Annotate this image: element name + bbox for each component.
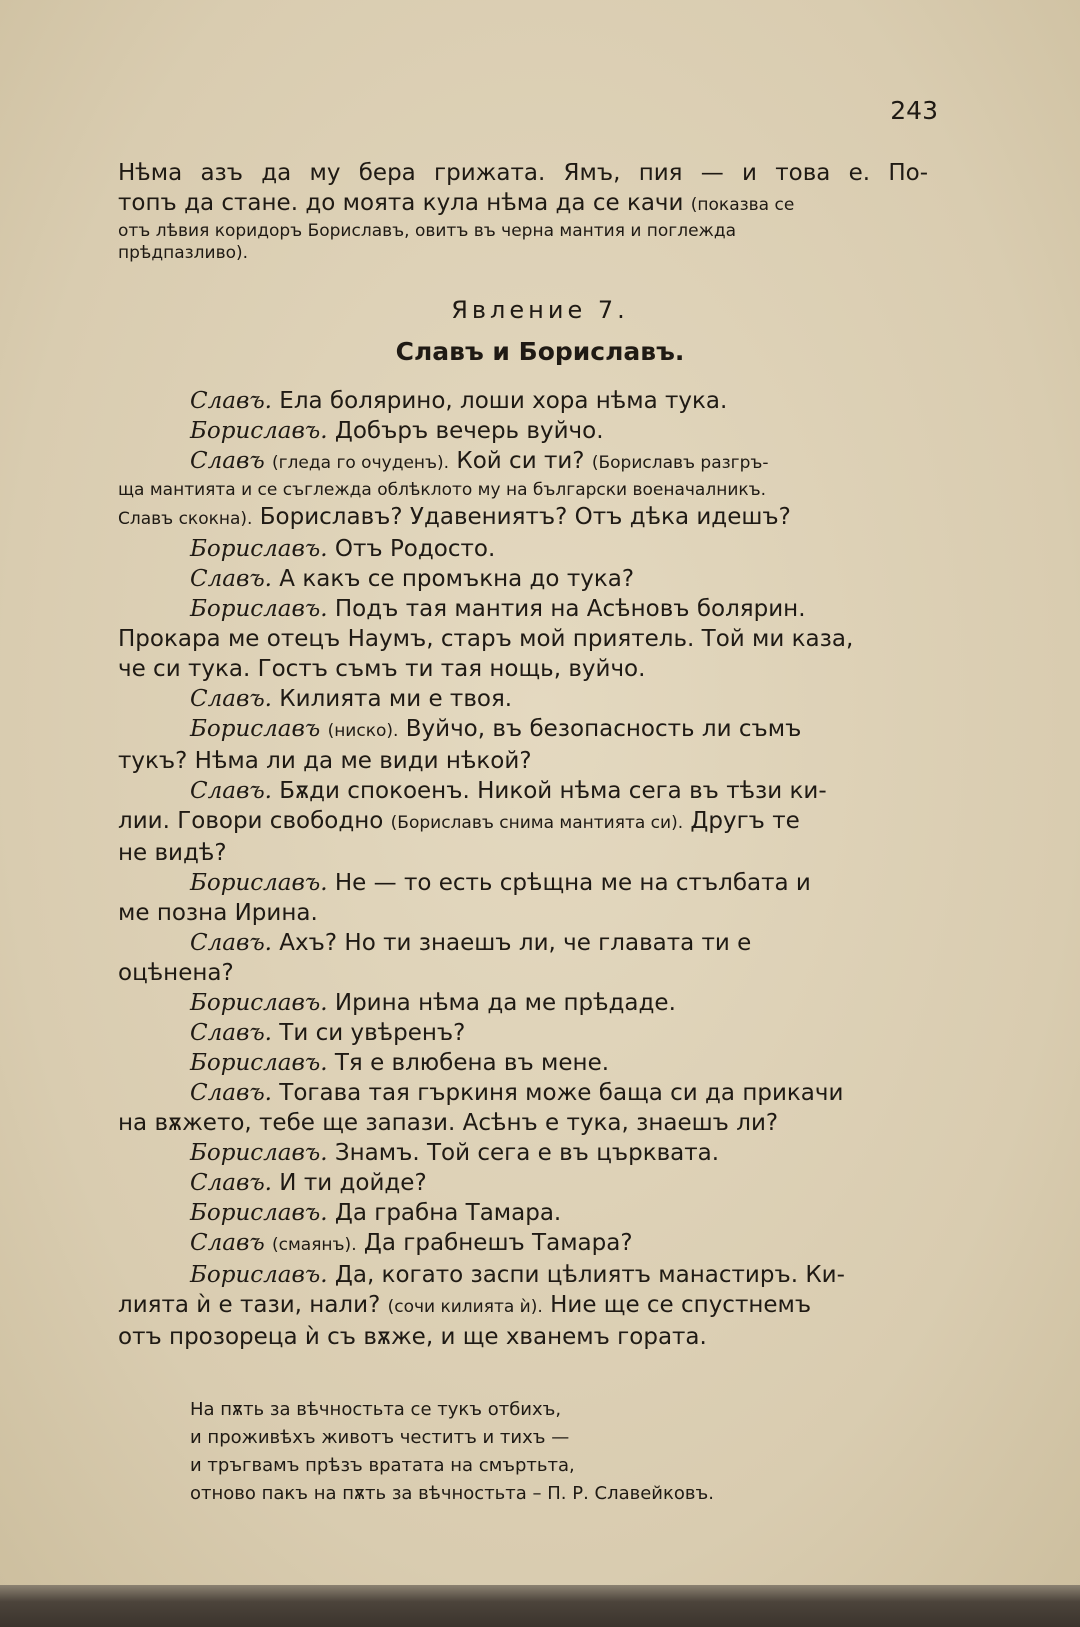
speaker: Бориславъ. <box>190 990 328 1016</box>
dialogue-line: ме позна Ирина. <box>118 900 318 926</box>
verse-line: На пѫть за вѣчностьта се тукъ отбихъ, <box>190 1399 562 1420</box>
dialogue-line: отъ прозореца ѝ съ вѫже, и ще хванемъ гората. <box>118 1324 707 1350</box>
speaker: Славъ. <box>190 1080 272 1106</box>
dialogue-line: Бориславъ. Отъ Родосто. <box>190 536 496 562</box>
speaker: Славъ. <box>190 1020 272 1046</box>
speaker: Бориславъ. <box>190 1262 328 1288</box>
speaker: Бориславъ. <box>190 870 328 896</box>
dialogue-line: лии. Говори свободно (Бориславъ снима мантията си). Другъ те <box>118 808 800 834</box>
speaker: Славъ <box>190 448 265 474</box>
dialogue-line: Бориславъ. Добъръ вечерь вуйчо. <box>190 418 604 444</box>
dialogue-line: Бориславъ. Тя е влюбена въ мене. <box>190 1050 610 1076</box>
dialogue-line: Бориславъ. Ирина нѣма да ме прѣдаде. <box>190 990 676 1016</box>
dialogue-line: Славъ. А какъ се промъкна до тука? <box>190 566 635 592</box>
intro-paragraph <box>118 158 928 264</box>
speaker: Бориславъ. <box>190 1050 328 1076</box>
speaker: Славъ. <box>190 930 272 956</box>
dialogue-line: Бориславъ. Знамъ. Той сега е въ църквата. <box>190 1140 720 1166</box>
stage-direction: отъ лѣвия коридоръ Бориславъ, овитъ въ черна мантия и поглежда <box>118 221 737 241</box>
verse-line: и тръгвамъ прѣзъ вратата на смъртьта, <box>190 1455 575 1476</box>
dialogue <box>118 386 928 1352</box>
dialogue-line: Славъ скокна). Бориславъ? Удавениятъ? Отъ дѣка идешъ? <box>118 504 791 530</box>
dialogue-line: не видѣ? <box>118 840 227 866</box>
dialogue-line: Славъ. Бѫди спокоенъ. Никой нѣма сега въ тѣзи ки- <box>190 778 827 804</box>
dialogue-line: Бориславъ. Да, когато заспи цѣлиятъ манастиръ. Ки- <box>190 1262 845 1288</box>
dialogue-line: Бориславъ. Не — то есть срѣщна ме на стълбата и <box>190 870 811 896</box>
stage-direction: прѣдпазливо). <box>118 243 249 263</box>
speaker: Славъ. <box>190 686 272 712</box>
page-number: 243 <box>890 96 938 125</box>
page-edge-shadow <box>0 1585 1080 1627</box>
dialogue-line: Славъ. Тогава тая гъркиня може баща си да прикачи <box>190 1080 844 1106</box>
dialogue-line: на вѫжето, тебе ще запази. Асѣнъ е тука, знаешъ ли? <box>118 1110 779 1136</box>
speaker: Славъ. <box>190 388 272 414</box>
stage-direction: ща мантията и се съглежда облѣклото му на български военачалникъ. <box>118 480 767 500</box>
dialogue-line: лията ѝ е тази, нали? (сочи килията ѝ). Ние ще се спустнемъ <box>118 1292 812 1318</box>
dialogue-line: Прокара ме отецъ Наумъ, старъ мой приятель. Той ми каза, <box>118 626 854 652</box>
dialogue-line: Бориславъ (ниско). Вуйчо, въ безопасность ли съмъ <box>190 716 802 742</box>
speaker: Бориславъ. <box>190 596 328 622</box>
dialogue-line: Славъ. Килията ми е твоя. <box>190 686 513 712</box>
dialogue-line: Славъ. Ти си увѣренъ? <box>190 1020 466 1046</box>
speaker: Бориславъ. <box>190 1200 328 1226</box>
verse-quote <box>190 1396 890 1508</box>
dialogue-line: Славъ. Ахъ? Но ти знаешъ ли, че главата ти е <box>190 930 752 956</box>
dialogue-line: Славъ. И ти дойде? <box>190 1170 427 1196</box>
dialogue-line: Бориславъ. Подъ тая мантия на Асѣновъ болярин. <box>190 596 806 622</box>
verse-line: отново пакъ на пѫть за вѣчностьта – П. Р. Славейковъ. <box>190 1483 714 1504</box>
dialogue-line: Бориславъ. Да грабна Тамара. <box>190 1200 562 1226</box>
speaker: Славъ <box>190 1230 265 1256</box>
speaker: Славъ. <box>190 778 272 804</box>
dialogue-line: Славъ (смаянъ). Да грабнешъ Тамара? <box>190 1230 633 1256</box>
speaker: Бориславъ. <box>190 1140 328 1166</box>
speaker: Бориславъ. <box>190 536 328 562</box>
speaker: Бориславъ. <box>190 418 328 444</box>
intro-line-1: Нѣма азъ да му бера грижата. Ямъ, пия — и това е. По- <box>118 160 928 186</box>
speaker: Бориславъ <box>190 716 321 742</box>
dialogue-line: тукъ? Нѣма ли да ме види нѣкой? <box>118 748 532 774</box>
intro-line-2: топъ да стане. до моята кула нѣма да се качи (показва се <box>118 190 795 216</box>
scene-subtitle: Славъ и Бориславъ. <box>395 337 685 366</box>
dialogue-line: че си тука. Гостъ съмъ ти тая нощь, вуйчо. <box>118 656 646 682</box>
scene-title: Явление 7. <box>451 296 629 324</box>
speaker: Славъ. <box>190 1170 272 1196</box>
speaker: Славъ. <box>190 566 272 592</box>
verse-line: и проживѣхъ животъ честитъ и тихъ — <box>190 1427 570 1448</box>
dialogue-line: Славъ (гледа го очуденъ). Кой си ти? (Бориславъ разгръ- <box>190 448 769 474</box>
dialogue-line: Славъ. Ела болярино, лоши хора нѣма тука. <box>190 388 728 414</box>
stage-direction: (показва се <box>690 195 795 215</box>
dialogue-line: оцѣнена? <box>118 960 234 986</box>
